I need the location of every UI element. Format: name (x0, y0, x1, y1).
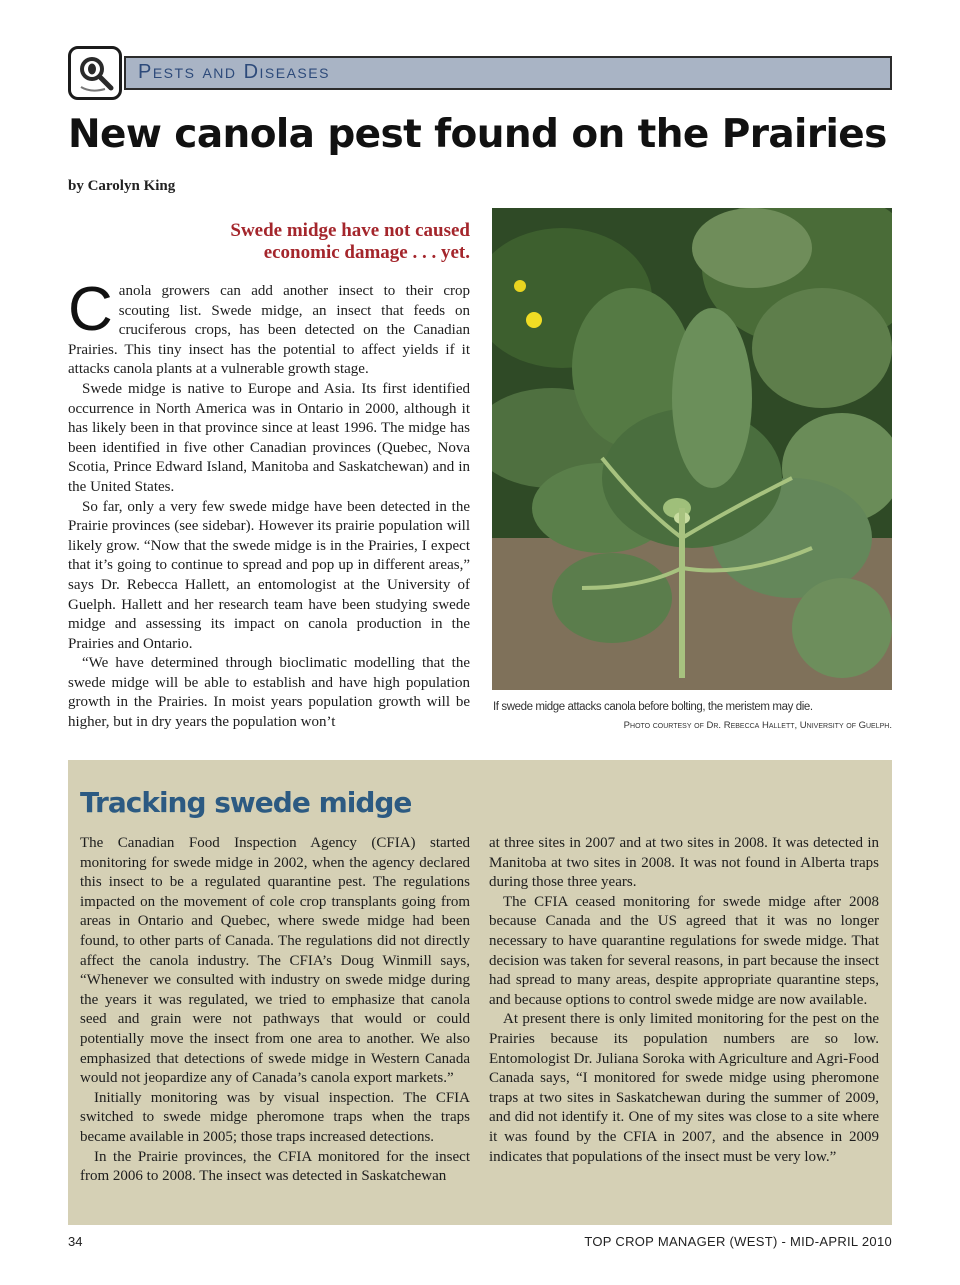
section-banner (124, 56, 892, 90)
article-paragraph-text: anola growers can add another insect to their crop scouting list. Swede midge, an insect that feeds on cruciferous crops, has been detected on the Canadian Prairies. This tiny insect has the potential to affect yields if it attacks canola plants at a vulnerable growth stage. (68, 283, 470, 378)
sidebar-paragraph: The CFIA ceased monitoring for swede midge after 2008 because Canada and the US agreed that it was no longer necessary to have quarantine regulations for swede midge. That decision was taken for several reasons, in part because the insect had spread to many areas, despite appropriate quarantine steps, and because options to control swede midge are now available. (489, 893, 879, 1008)
section-icon (68, 46, 122, 100)
headline: New canola pest found on the Prairies (68, 112, 887, 157)
canola-plant-photo (492, 208, 892, 690)
sidebar-column-right (489, 834, 879, 1167)
publication-footer: TOP CROP MANAGER (WEST) - MID-APRIL 2010 (584, 1234, 892, 1249)
article-paragraph (68, 275, 470, 380)
article-paragraph: Swede midge is native to Europe and Asia. Its first identified occurrence in North America was in Ontario in 2000, although it has likely been in that province since at least 1996. The midge has been identified in five other Canadian provinces (Quebec, Nova Scotia, Prince Edward Island, Manitoba and Saskatchewan) and in the United States. (68, 380, 470, 495)
sidebar-box (68, 760, 892, 1225)
magnifier-bug-icon (71, 49, 119, 97)
sidebar-paragraph: Initially monitoring was by visual inspection. The CFIA switched to swede midge pheromone traps when the traps became available in 2005; those traps increased detections. (80, 1089, 470, 1145)
article-body (68, 275, 470, 733)
sidebar-title: Tracking swede midge (80, 786, 412, 819)
page-number: 34 (68, 1234, 83, 1249)
drop-cap: C (68, 275, 113, 344)
article-paragraph: So far, only a very few swede midge have been detected in the Prairie provinces (see sidebar). However its prairie population will likely grow. “Now that the swede midge is in the Prairies, I expect that it’s going to continue to spread and pop up in different areas,” says Dr. Rebecca Hallett, an entomologist at the University of Guelph. Hallett and her research team have been studying swede midge and assessing its impact on canola production in the Prairies and Ontario. (68, 498, 470, 652)
sidebar-paragraph: In the Prairie provinces, the CFIA monitored for the insect from 2006 to 2008. The insect was detected in Saskatchewan (80, 1148, 470, 1185)
photo-caption: If swede midge attacks canola before bolting, the meristem may die. (493, 701, 813, 713)
byline: by Carolyn King (68, 178, 176, 194)
sidebar-column-left (80, 834, 470, 1187)
sidebar-paragraph: The Canadian Food Inspection Agency (CFIA) started monitoring for swede midge in 2002, when the agency declared this insect to be a regulated quarantine pest. The regulations impacted on the movement of cole crop transplants going from areas in Ontario and Quebec, where swede midge had been found, to other parts of Canada. The regulations did not directly affect the canola industry. The CFIA’s Doug Winmill says, “Whenever we consulted with industry on swede midge during the years it was regulated, we tried to emphasize that canola seed and grain were not pathways that would or could potentially move the insect from one area to another. We also emphasized that detections of swede midge in Western Canada would not jeopardize any of Canada’s canola export markets.” (80, 835, 470, 1087)
photo-credit: Photo courtesy of Dr. Rebecca Hallett, University of Guelph. (623, 720, 892, 731)
article-paragraph: “We have determined through bioclimatic modelling that the swede midge will be able to establish and have high population growth in the Prairies. In moist years population growth will be higher, but in dry years the population won’t (68, 655, 470, 731)
sidebar-paragraph: at three sites in 2007 and at two sites in 2008. It was detected in Manitoba at two sites in 2008. It was not found in Alberta traps during those three years. (489, 835, 879, 891)
sidebar-paragraph: At present there is only limited monitoring for the pest on the Prairies because its population numbers are so low. Entomologist Dr. Juliana Soroka with Agriculture and Agri-Food Canada says, “I monitored for swede midge using pheromone traps at two sites in Saskatchewan during the summer of 2009, and did not identify it. One of my sites was close to a site where it was found by the CFIA in 2007, and the absence in 2009 indicates that populations of the insect must be very low.” (489, 1011, 879, 1165)
section-label: Pests and Diseases (138, 61, 330, 83)
deck: Swede midge have not caused economic damage . . . yet. (230, 220, 470, 263)
